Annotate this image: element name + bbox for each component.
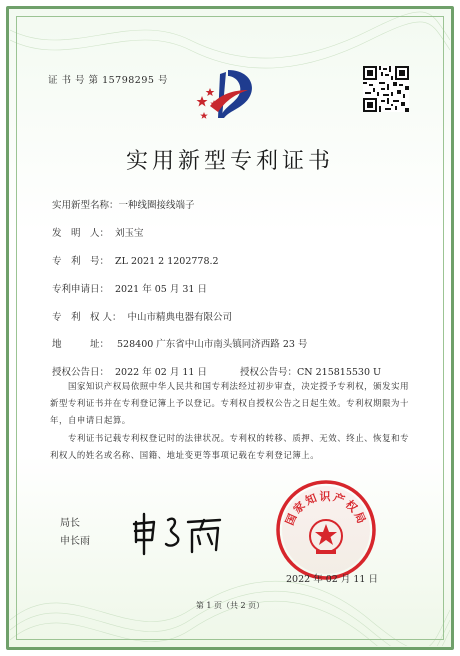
field-value: 2021 年 05 月 31 日 [115,284,207,295]
field-label: 专 利 号： [52,256,110,267]
field-grant-date [52,364,207,378]
field-label: 授权公告日： [52,367,110,378]
field-value: CN 215815530 U [297,367,382,378]
cnipa-logo-icon [190,66,262,122]
field-label: 专利申请日： [52,284,110,295]
field-application-date [52,281,207,295]
signatory-name: 申长雨 [60,536,90,547]
field-grant-number [240,364,381,378]
field-inventor [52,225,144,239]
certificate-title: 实用新型专利证书 [125,149,334,174]
field-patentee [52,309,232,323]
statement-paragraph-2: 专利证书记载专利权登记时的法律状况。专利权的转移、质押、无效、终止、恢复和专利权人的姓名或名称、国籍、地址变更等事项记载在专利登记簿上。 [50,433,410,460]
statement-paragraph-1: 国家知识产权局依照中华人民共和国专利法经过初步审查，决定授予专利权，颁发实用新型专利证书并在专利登记簿上予以登记。专利权自授权公告之日起生效。专利权期限为十年，自申请日起算。 [50,381,410,425]
field-address [52,336,307,350]
qr-code-icon [363,66,409,112]
field-label: 授权公告号： [240,367,298,378]
seal-text: 国家知识产权局 [283,490,369,528]
field-value: 中山市精典电器有限公司 [127,312,233,323]
field-label: 实用新型名称： [52,200,119,211]
seal-date: 2022 年 02 月 11 日 [286,574,378,585]
field-label: 专 利 权 人： [52,312,122,323]
field-patent-number [52,253,219,267]
handwritten-signature [128,508,228,560]
field-label: 发 明 人： [52,228,110,239]
field-label: 地 址： [52,339,110,350]
certificate-number: 证 书 号 第 15798295 号 [48,75,168,86]
signatory-title: 局长 [60,518,80,529]
field-value: 528400 广东省中山市南头镇同济西路 23 号 [117,339,308,350]
field-value: 刘玉宝 [115,228,144,239]
official-seal-icon [274,478,378,582]
signatory-block [60,515,90,551]
field-value: ZL 2021 2 1202778.2 [115,256,219,267]
field-utility-model-name [52,197,195,211]
field-value: 一种线圈接线端子 [118,200,195,211]
page-footer: 第 1 页（共 2 页） [195,601,265,610]
field-value: 2022 年 02 月 11 日 [115,367,207,378]
